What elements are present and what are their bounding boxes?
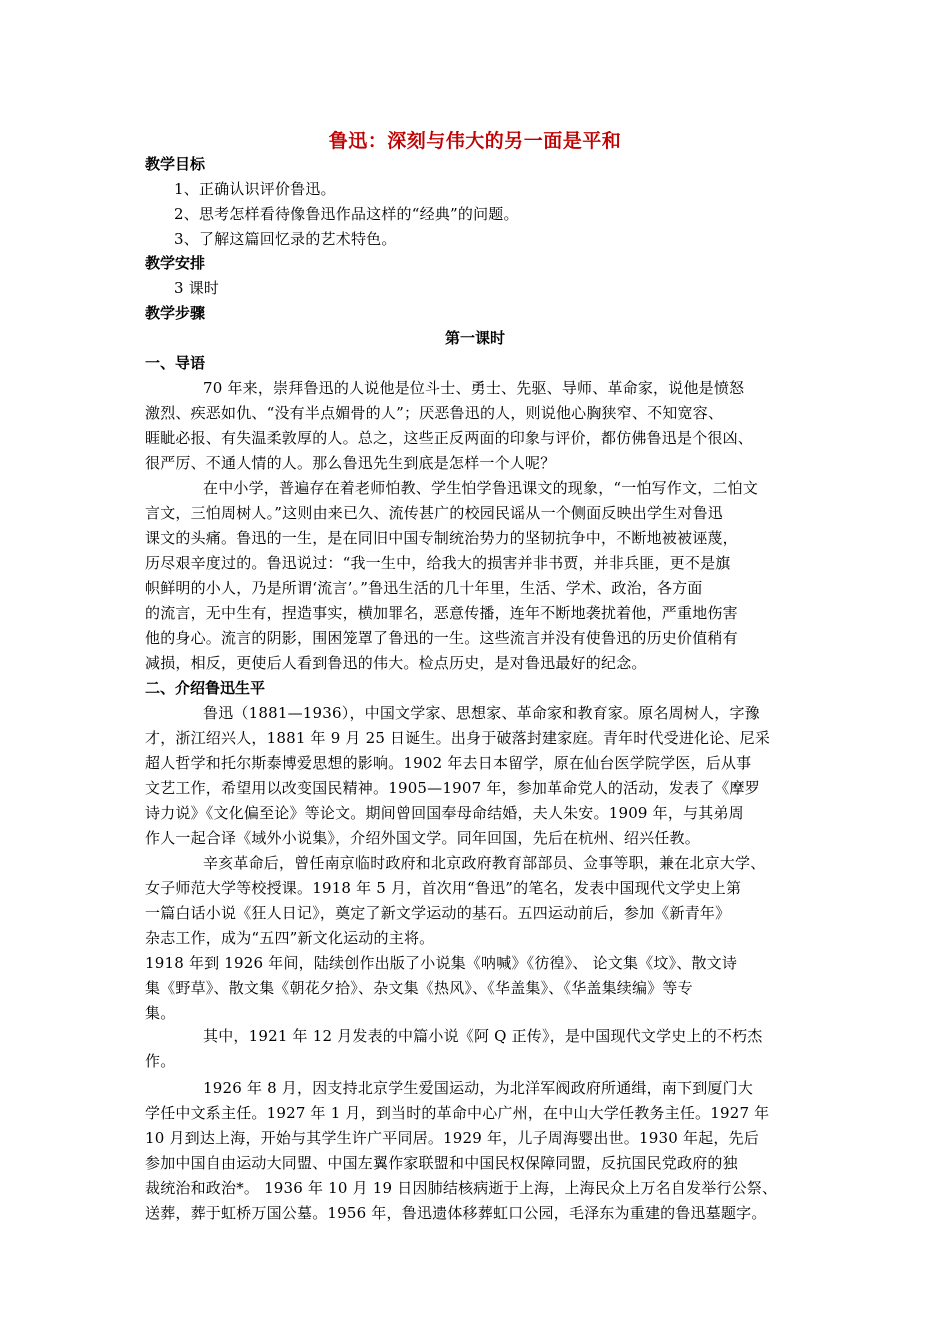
text-line: 诗力说》《文化偏至论》等论文。期间曾回国奉母命结婚，夫人朱安。1909 年，与其弟周 [145,804,744,822]
text-line: 在中小学，普遍存在着老师怕教、学生怕学鲁迅课文的现象，“一怕写作文，二怕文 [203,479,759,497]
text-line: 激烈、疾恶如仇、“没有半点媚骨的人”；厌恶鲁迅的人，则说他心胸狭窄、不知宽容、 [145,404,724,422]
text-line: 帜鲜明的小人，乃是所谓‘流言’。”鲁迅生活的几十年里，生活、学术、政治，各方面 [145,579,703,597]
schedule-text: 3 课时 [174,279,220,297]
section-heading-intro: 一、导语 [145,354,206,372]
goal-item: 2、思考怎样看待像鲁迅作品这样的“经典”的问题。 [174,205,519,223]
text-line: 10 月到达上海，开始与其学生许广平同居。1929 年，儿子周海婴出世。1930 年起，先后 [145,1129,759,1147]
section-heading-biography: 二、介绍鲁迅生平 [145,679,266,697]
text-line: 才，浙江绍兴人，1881 年 9 月 25 日诞生。出身于破落封建家庭。青年时代受进化论、尼采 [145,729,771,747]
text-line: 减损，相反，更使后人看到鲁迅的伟大。检点历史，是对鲁迅最好的纪念。 [145,654,647,672]
text-line: 很严厉、不通人情的人。那么鲁迅先生到底是怎样一个人呢？ [145,454,556,472]
document-title: 鲁迅：深刻与伟大的另一面是平和 [328,130,622,152]
text-line: 学任中文系主任。1927 年 1 月，到当时的革命中心广州，在中山大学任教务主任。1927 年 [145,1104,770,1122]
text-line: 送葬，葬于虹桥万国公墓。1956 年，鲁迅遗体移葬虹口公园，毛泽东为重建的鲁迅墓题字。 [145,1204,767,1222]
text-line: 裁统治和政治*。 1936 年 10 月 19 日因肺结核病逝于上海，上海民众上万名自发举行公祭、 [145,1179,778,1197]
heading-goals: 教学目标 [145,155,206,173]
heading-schedule: 教学安排 [145,254,206,272]
text-line: 辛亥革命后，曾任南京临时政府和北京政府教育部部员、佥事等职，兼在北京大学、 [203,854,766,872]
text-line: 集《野草》、散文集《朝花夕拾》、杂文集《热风》、《华盖集》、《华盖集续编》等专 [145,979,693,997]
text-line: 的流言，无中生有，捏造事实，横加罪名，恶意传播，连年不断地袭扰着他，严重地伤害 [145,604,738,622]
text-line: 言文，三怕周树人。”这则由来已久、流传甚广的校园民谣从一个侧面反映出学生对鲁迅 [145,504,723,522]
text-line: 文艺工作，希望用以改变国民精神。1905—1907 年，参加革命党人的活动，发表了《摩罗 [145,779,760,797]
lesson-heading: 第一课时 [444,329,505,347]
text-line: 女子师范大学等校授课。1918 年 5 月，首次用“鲁迅”的笔名，发表中国现代文学史上第 [145,879,742,897]
text-line: 一篇白话小说《狂人日记》，奠定了新文学运动的基石。五四运动前后，参加《新青年》 [145,904,731,922]
text-line: 鲁迅（1881—1936），中国文学家、思想家、革命家和教育家。原名周树人，字豫 [203,704,760,722]
text-line: 作人一起合译《域外小说集》，介绍外国文学。同年回国，先后在杭州、绍兴任教。 [145,829,700,847]
text-line: 70 年来，崇拜鲁迅的人说他是位斗士、勇士、先驱、导师、革命家，说他是愤怒 [203,379,745,397]
text-line: 1926 年 8 月，因支持北京学生爱国运动，为北洋军阀政府所通缉，南下到厦门大 [203,1079,754,1097]
text-line: 他的身心。流言的阴影，围困笼罩了鲁迅的一生。这些流言并没有使鲁迅的历史价值稍有 [145,629,738,647]
text-line: 其中，1921 年 12 月发表的中篇小说《阿 Q 正传》，是中国现代文学史上的不朽杰 [203,1027,763,1045]
text-line: 杂志工作，成为“五四”新文化运动的主将。 [145,929,435,947]
text-line: 参加中国自由运动大同盟、中国左翼作家联盟和中国民权保障同盟，反抗国民党政府的独 [145,1154,738,1172]
heading-steps: 教学步骤 [145,304,206,322]
text-line: 1918 年到 1926 年间，陆续创作出版了小说集《呐喊》《彷徨》、 论文集《坟》、散文诗 [145,954,738,972]
text-line: 超人哲学和托尔斯泰博爱思想的影响。1902 年去日本留学，原在仙台医学院学医，后从事 [145,754,752,772]
goal-item: 3、了解这篇回忆录的艺术特色。 [174,230,397,248]
text-line: 睚眦必报、有失温柔敦厚的人。总之，这些正反两面的印象与评价，都仿佛鲁迅是个很凶、 [145,429,754,447]
goal-item: 1、正确认识评价鲁迅。 [174,180,336,198]
text-line: 历尽艰辛度过的。鲁迅说过：“我一生中，给我大的损害并非书贾，并非兵匪，更不是旗 [145,554,731,572]
text-line: 作。 [145,1052,176,1070]
text-line: 集。 [145,1004,176,1022]
text-line: 课文的头痛。鲁迅的一生，是在同旧中国专制统治势力的坚韧抗争中，不断地被被诬蔑， [145,529,738,547]
